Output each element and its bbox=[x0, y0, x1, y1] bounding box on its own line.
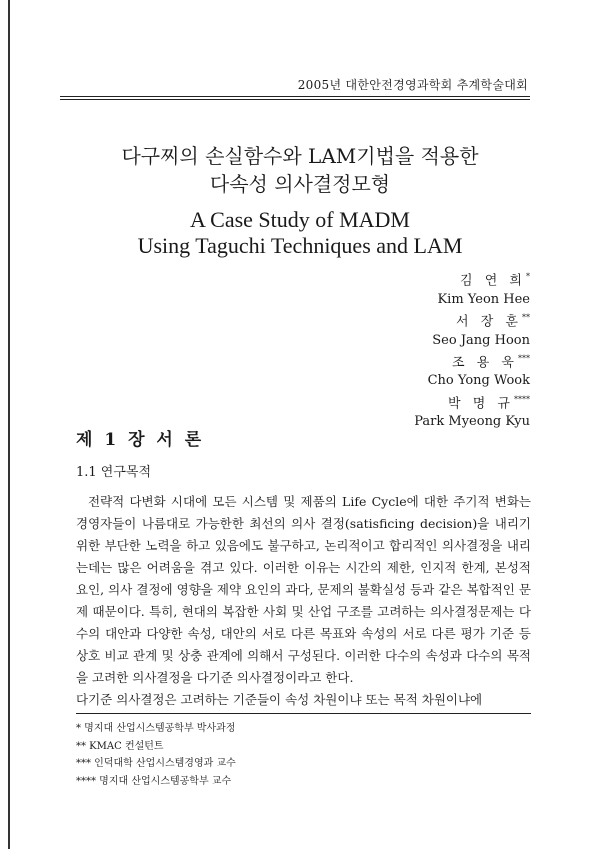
header-rule bbox=[60, 96, 530, 97]
footnote-rule bbox=[76, 713, 531, 714]
korean-title-line-2: 다속성 의사결정모형 bbox=[209, 172, 391, 196]
body-text bbox=[76, 491, 531, 711]
author-3-korean: 조 용 욱*** bbox=[452, 353, 530, 371]
chapter-heading: 제 1 장 서 론 bbox=[76, 430, 205, 450]
author-2-korean: 서 장 훈** bbox=[456, 312, 530, 330]
author-1-english: Kim Yeon Hee bbox=[437, 291, 530, 307]
footnote: * 명지대 산업시스템공학부 박사과정 bbox=[76, 723, 236, 734]
footnote: **** 명지대 산업시스템공학부 교수 bbox=[76, 775, 232, 787]
korean-title-line-1: 다구찌의 손실함수와 LAM기법을 적용한 bbox=[121, 144, 479, 168]
english-title-line-1: A Case Study of MADM bbox=[189, 207, 410, 232]
author-2-mark: ** bbox=[522, 312, 530, 322]
section-heading: 1.1 연구목적 bbox=[76, 465, 152, 480]
header-rule-double bbox=[60, 99, 530, 100]
author-2-english: Seo Jang Hoon bbox=[432, 332, 530, 348]
author-4-english: Park Myeong Kyu bbox=[414, 414, 530, 430]
conference-header: 2005년 대한안전경영과학회 추계학술대회 bbox=[297, 78, 528, 92]
english-title-line-2: Using Taguchi Techniques and LAM bbox=[137, 233, 463, 258]
author-3-english: Cho Yong Wook bbox=[427, 373, 530, 389]
author-1-korean: 김 연 희* bbox=[460, 272, 530, 289]
author-4-korean: 박 명 규**** bbox=[448, 394, 530, 412]
page-edge-border bbox=[8, 0, 10, 849]
body-paragraph: 전략적 다변화 시대에 모든 시스템 및 제품의 Life Cycle에 대한 주기적 변화는 경영자들이 나름대로 가능한한 최선의 의사 결정(satisficing decision)을 내리기 위한 부단한 노력을 하고 있음에도 불구하고, 논리적이고 합리적인 의사결정을 내리는데는 많은 어려움을 겪고 있다. 이러한 이유는 시간의 제한, 인지적 한계, 본성적 요인, 의사 결정에 영향을 제약 요인의 과다, 문제의 불확실성 등과 같은 복합적인 문제 때문이다. 특히, 현대의 복잡한 사회 및 산업 구조를 고려하는 의사결정문제는 다수의 대안과 다양한 속성, 대안의 서로 다른 목표와 속성의 서로 다른 평가 기준 등 상호 비교 관계 및 상충 관계에 의해서 구성된다. 이러한 다수의 속성과 다수의 목적을 고려한 의사결정을 다기준 의사결정이라고 한다. bbox=[76, 494, 531, 685]
footnotes bbox=[76, 720, 236, 790]
body-paragraph: 다기준 의사결정은 고려하는 기준들이 속성 차원이냐 또는 목적 차원이냐에 bbox=[76, 692, 483, 707]
author-1-mark: * bbox=[526, 272, 530, 281]
footnote: *** 인덕대학 산업시스템경영과 교수 bbox=[76, 758, 236, 769]
author-3-mark: *** bbox=[518, 353, 530, 363]
author-4-mark: **** bbox=[514, 394, 530, 404]
author-block bbox=[414, 268, 530, 432]
footnote: ** KMAC 컨설턴트 bbox=[76, 740, 164, 752]
